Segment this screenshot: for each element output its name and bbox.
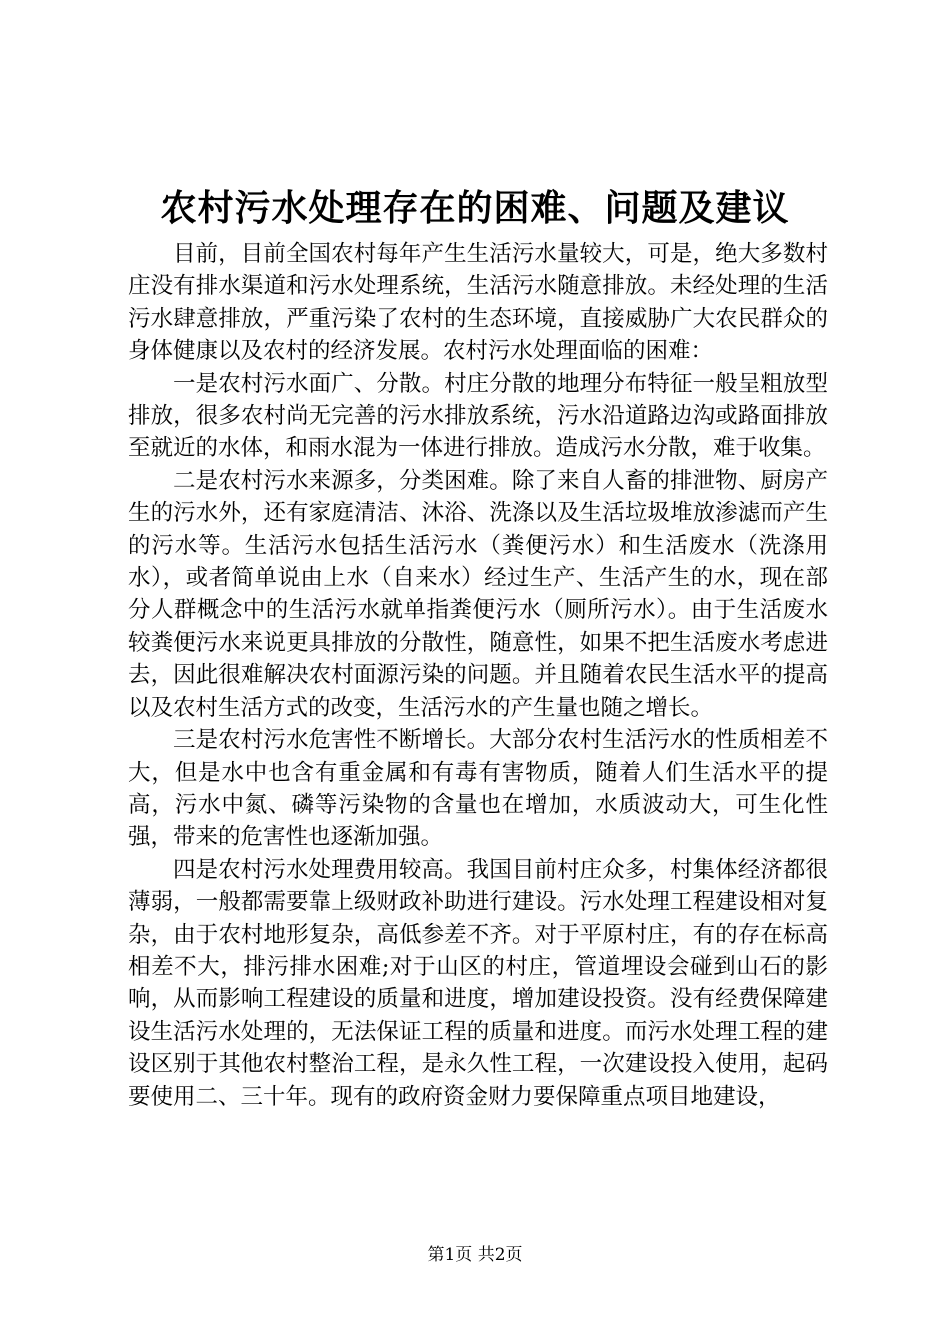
document-title: 农村污水处理存在的困难、问题及建议: [160, 187, 790, 229]
paragraph-point-2: 二是农村污水来源多，分类困难。除了来自人畜的排泄物、厨房产生的污水外，还有家庭清洁、沐浴、洗涤以及生活垃圾堆放渗滤而产生的污水等。生活污水包括生活污水（粪便污水）和生活废水（洗涤用水），或者简单说由上水（自来水）经过生产、生活产生的水，现在部分人群概念中的生活污水就单指粪便污水（厕所污水）。由于生活废水较粪便污水来说更具排放的分散性，随意性，如果不把生活废水考虑进去，因此很难解决农村面源污染的问题。并且随着农民生活水平的提高以及农村生活方式的改变，生活污水的产生量也随之增长。: [128, 467, 828, 721]
paragraph-point-3: 三是农村污水危害性不断增长。大部分农村生活污水的性质相差不大，但是水中也含有重金属和有毒有害物质，随着人们生活水平的提高，污水中氮、磷等污染物的含量也在增加，水质波动大，可生化性强，带来的危害性也逐渐加强。: [128, 727, 828, 851]
paragraph-intro: 目前，目前全国农村每年产生生活污水量较大，可是，绝大多数村庄没有排水渠道和污水处理系统，生活污水随意排放。未经处理的生活污水肆意排放，严重污染了农村的生态环境，直接威胁广大农民群众的身体健康以及农村的经济发展。农村污水处理面临的困难：: [128, 241, 828, 365]
paragraph-point-4: 四是农村污水处理费用较高。我国目前村庄众多，村集体经济都很薄弱，一般都需要靠上级财政补助进行建设。污水处理工程建设相对复杂，由于农村地形复杂，高低参差不齐。对于平原村庄，有的存在标高相差不大，排污排水困难;对于山区的村庄，管道埋设会碰到山石的影响，从而影响工程建设的质量和进度，增加建设投资。没有经费保障建设生活污水处理的，无法保证工程的质量和进度。而污水处理工程的建设区别于其他农村整治工程，是永久性工程，一次建设投入使用，起码要使用二、三十年。现有的政府资金财力要保障重点项目地建设，: [128, 856, 828, 1110]
document-body: [128, 238, 828, 1113]
paragraph-point-1: 一是农村污水面广、分散。村庄分散的地理分布特征一般呈粗放型排放，很多农村尚无完善的污水排放系统，污水沿道路边沟或路面排放至就近的水体，和雨水混为一体进行排放。造成污水分散，难于收集。: [128, 370, 828, 462]
page-footer: 第1页 共2页: [427, 1245, 523, 1265]
